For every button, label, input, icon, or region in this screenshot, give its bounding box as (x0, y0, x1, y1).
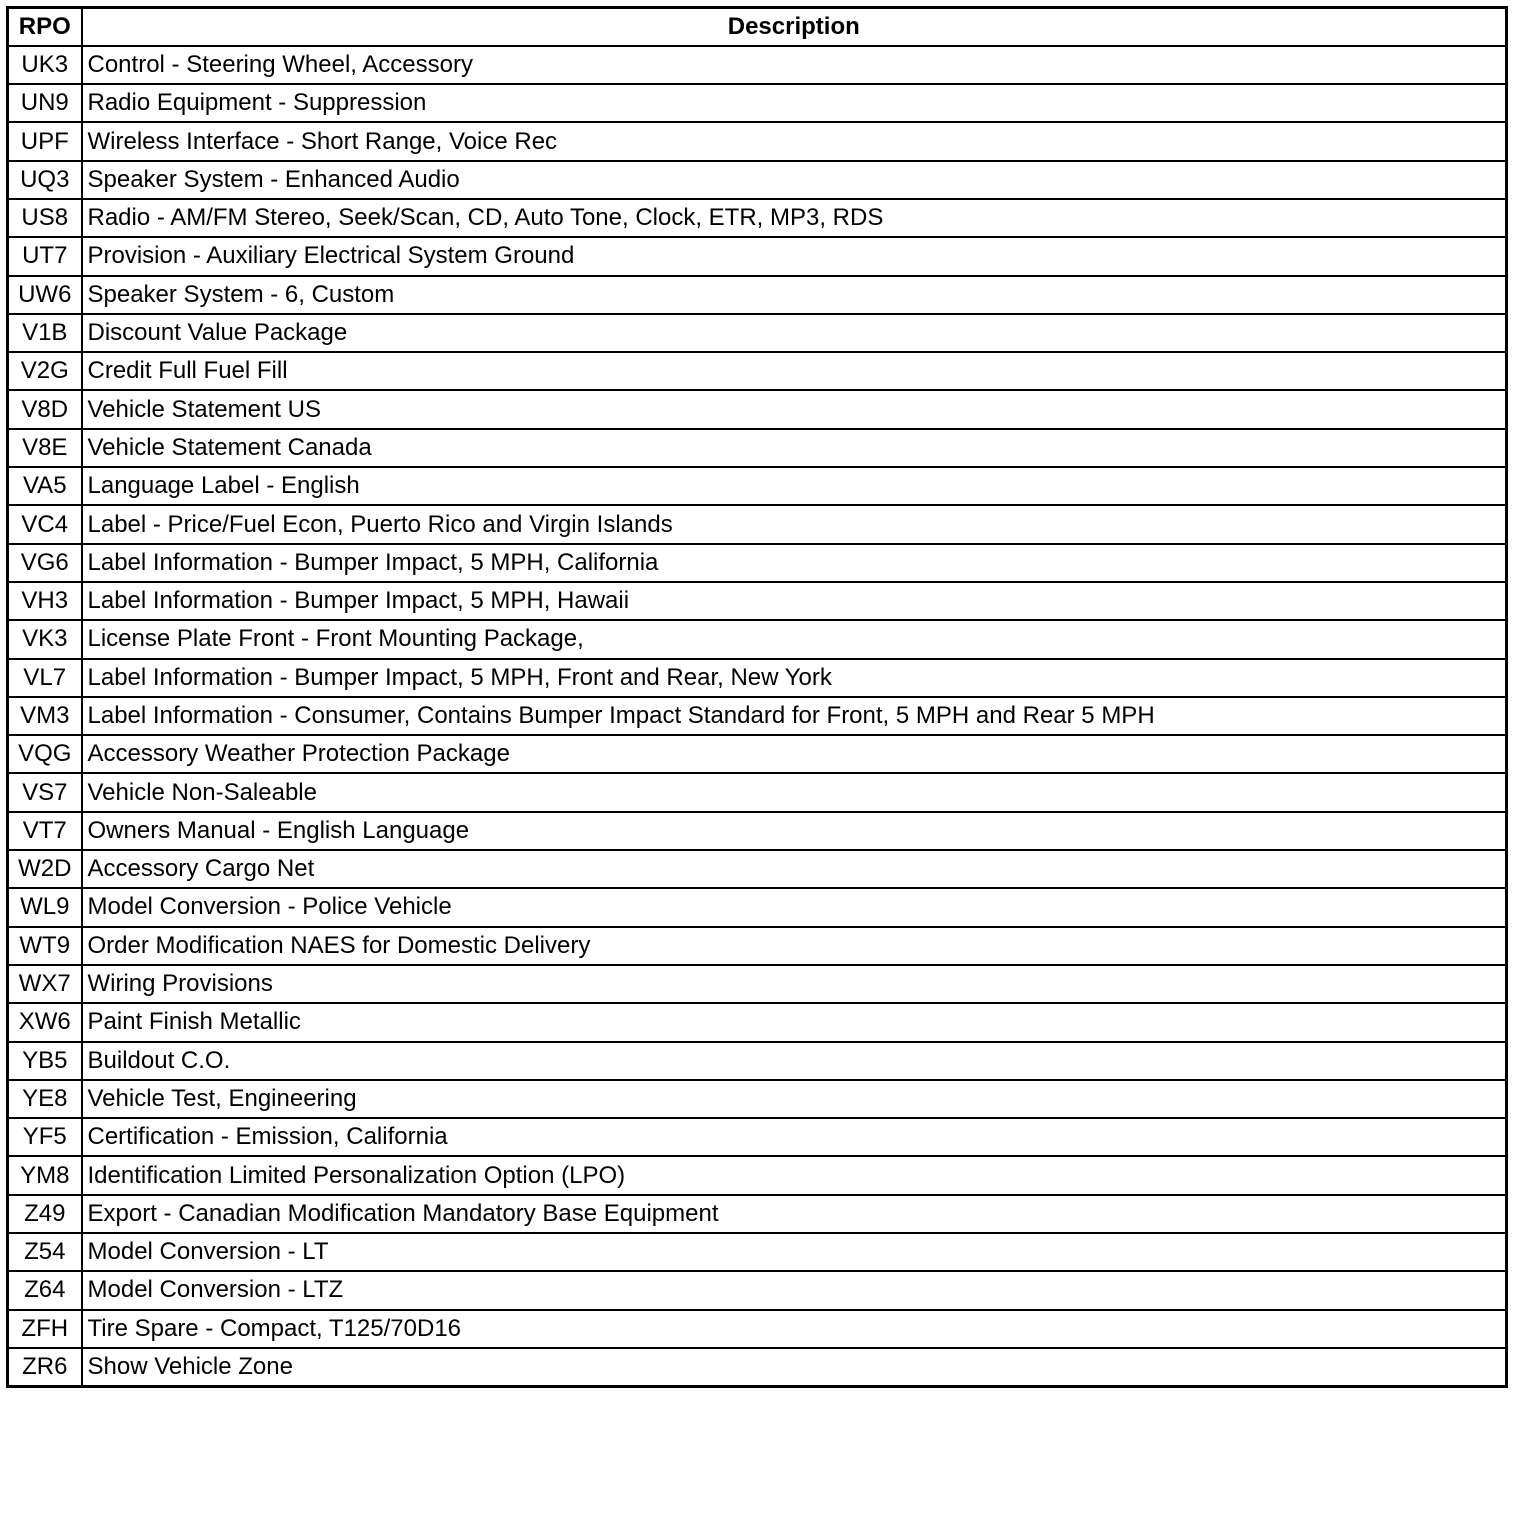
description-cell: Wireless Interface - Short Range, Voice Rec (82, 122, 1507, 160)
rpo-code-cell: YM8 (8, 1156, 82, 1194)
table-row (8, 505, 1507, 543)
description-cell: Accessory Cargo Net (82, 850, 1507, 888)
table-body (8, 46, 1507, 1386)
description-cell: Radio Equipment - Suppression (82, 84, 1507, 122)
table-row (8, 1003, 1507, 1041)
rpo-code-cell: Z49 (8, 1195, 82, 1233)
table-row (8, 850, 1507, 888)
table-row (8, 1118, 1507, 1156)
table-row (8, 276, 1507, 314)
description-cell: Discount Value Package (82, 314, 1507, 352)
description-cell: Wiring Provisions (82, 965, 1507, 1003)
table-row (8, 735, 1507, 773)
rpo-code-cell: Z64 (8, 1271, 82, 1309)
table-row (8, 429, 1507, 467)
description-cell: Export - Canadian Modification Mandatory Base Equipment (82, 1195, 1507, 1233)
description-cell: Label Information - Bumper Impact, 5 MPH, California (82, 544, 1507, 582)
description-cell: Tire Spare - Compact, T125/70D16 (82, 1310, 1507, 1348)
table-row (8, 1310, 1507, 1348)
description-cell: Speaker System - Enhanced Audio (82, 161, 1507, 199)
rpo-code-cell: XW6 (8, 1003, 82, 1041)
description-cell: Language Label - English (82, 467, 1507, 505)
description-cell: Vehicle Non-Saleable (82, 773, 1507, 811)
table-row (8, 544, 1507, 582)
description-cell: Provision - Auxiliary Electrical System Ground (82, 237, 1507, 275)
header-description: Description (82, 8, 1507, 46)
table-row (8, 812, 1507, 850)
rpo-table (6, 6, 1508, 1388)
table-row (8, 237, 1507, 275)
table-row (8, 927, 1507, 965)
table-row (8, 697, 1507, 735)
table-row (8, 467, 1507, 505)
table-row (8, 1042, 1507, 1080)
description-cell: Certification - Emission, California (82, 1118, 1507, 1156)
description-cell: Model Conversion - Police Vehicle (82, 888, 1507, 926)
rpo-code-cell: UT7 (8, 237, 82, 275)
description-cell: License Plate Front - Front Mounting Package, (82, 620, 1507, 658)
rpo-code-cell: V1B (8, 314, 82, 352)
table-row (8, 1271, 1507, 1309)
rpo-code-cell: VA5 (8, 467, 82, 505)
description-cell: Vehicle Statement US (82, 390, 1507, 428)
rpo-code-cell: UK3 (8, 46, 82, 84)
rpo-code-cell: WT9 (8, 927, 82, 965)
rpo-code-cell: WX7 (8, 965, 82, 1003)
table-row (8, 199, 1507, 237)
rpo-code-cell: V8D (8, 390, 82, 428)
rpo-code-cell: WL9 (8, 888, 82, 926)
table-row (8, 1156, 1507, 1194)
rpo-code-cell: VS7 (8, 773, 82, 811)
description-cell: Buildout C.O. (82, 1042, 1507, 1080)
table-row (8, 1080, 1507, 1118)
description-cell: Show Vehicle Zone (82, 1348, 1507, 1386)
header-rpo: RPO (8, 8, 82, 46)
rpo-code-cell: YB5 (8, 1042, 82, 1080)
table-row (8, 84, 1507, 122)
rpo-code-cell: US8 (8, 199, 82, 237)
rpo-code-cell: VQG (8, 735, 82, 773)
rpo-code-cell: VC4 (8, 505, 82, 543)
table-row (8, 620, 1507, 658)
description-cell: Order Modification NAES for Domestic Delivery (82, 927, 1507, 965)
rpo-code-cell: VK3 (8, 620, 82, 658)
table-row (8, 659, 1507, 697)
rpo-code-cell: UW6 (8, 276, 82, 314)
description-cell: Identification Limited Personalization Option (LPO) (82, 1156, 1507, 1194)
rpo-code-cell: ZR6 (8, 1348, 82, 1386)
rpo-code-cell: VL7 (8, 659, 82, 697)
description-cell: Model Conversion - LT (82, 1233, 1507, 1271)
description-cell: Radio - AM/FM Stereo, Seek/Scan, CD, Auto Tone, Clock, ETR, MP3, RDS (82, 199, 1507, 237)
description-cell: Accessory Weather Protection Package (82, 735, 1507, 773)
table-row (8, 773, 1507, 811)
description-cell: Credit Full Fuel Fill (82, 352, 1507, 390)
table-row (8, 161, 1507, 199)
rpo-code-cell: YE8 (8, 1080, 82, 1118)
description-cell: Model Conversion - LTZ (82, 1271, 1507, 1309)
description-cell: Control - Steering Wheel, Accessory (82, 46, 1507, 84)
rpo-code-cell: W2D (8, 850, 82, 888)
rpo-code-cell: UN9 (8, 84, 82, 122)
description-cell: Label Information - Consumer, Contains Bumper Impact Standard for Front, 5 MPH and Rear 5 MPH (82, 697, 1507, 735)
table-row (8, 1348, 1507, 1386)
table-row (8, 888, 1507, 926)
table-row (8, 965, 1507, 1003)
rpo-code-cell: VG6 (8, 544, 82, 582)
rpo-code-cell: YF5 (8, 1118, 82, 1156)
rpo-code-cell: V8E (8, 429, 82, 467)
description-cell: Speaker System - 6, Custom (82, 276, 1507, 314)
table-row (8, 1195, 1507, 1233)
rpo-code-cell: VT7 (8, 812, 82, 850)
rpo-code-cell: VH3 (8, 582, 82, 620)
description-cell: Owners Manual - English Language (82, 812, 1507, 850)
description-cell: Paint Finish Metallic (82, 1003, 1507, 1041)
table-row (8, 1233, 1507, 1271)
rpo-code-cell: UQ3 (8, 161, 82, 199)
table-row (8, 390, 1507, 428)
description-cell: Label Information - Bumper Impact, 5 MPH, Front and Rear, New York (82, 659, 1507, 697)
table-row (8, 46, 1507, 84)
rpo-code-cell: UPF (8, 122, 82, 160)
description-cell: Label Information - Bumper Impact, 5 MPH, Hawaii (82, 582, 1507, 620)
rpo-code-cell: V2G (8, 352, 82, 390)
table-row (8, 582, 1507, 620)
rpo-code-cell: VM3 (8, 697, 82, 735)
table-header-row (8, 8, 1507, 46)
table-row (8, 352, 1507, 390)
description-cell: Vehicle Statement Canada (82, 429, 1507, 467)
description-cell: Label - Price/Fuel Econ, Puerto Rico and Virgin Islands (82, 505, 1507, 543)
rpo-code-cell: Z54 (8, 1233, 82, 1271)
rpo-code-cell: ZFH (8, 1310, 82, 1348)
description-cell: Vehicle Test, Engineering (82, 1080, 1507, 1118)
table-row (8, 314, 1507, 352)
table-row (8, 122, 1507, 160)
